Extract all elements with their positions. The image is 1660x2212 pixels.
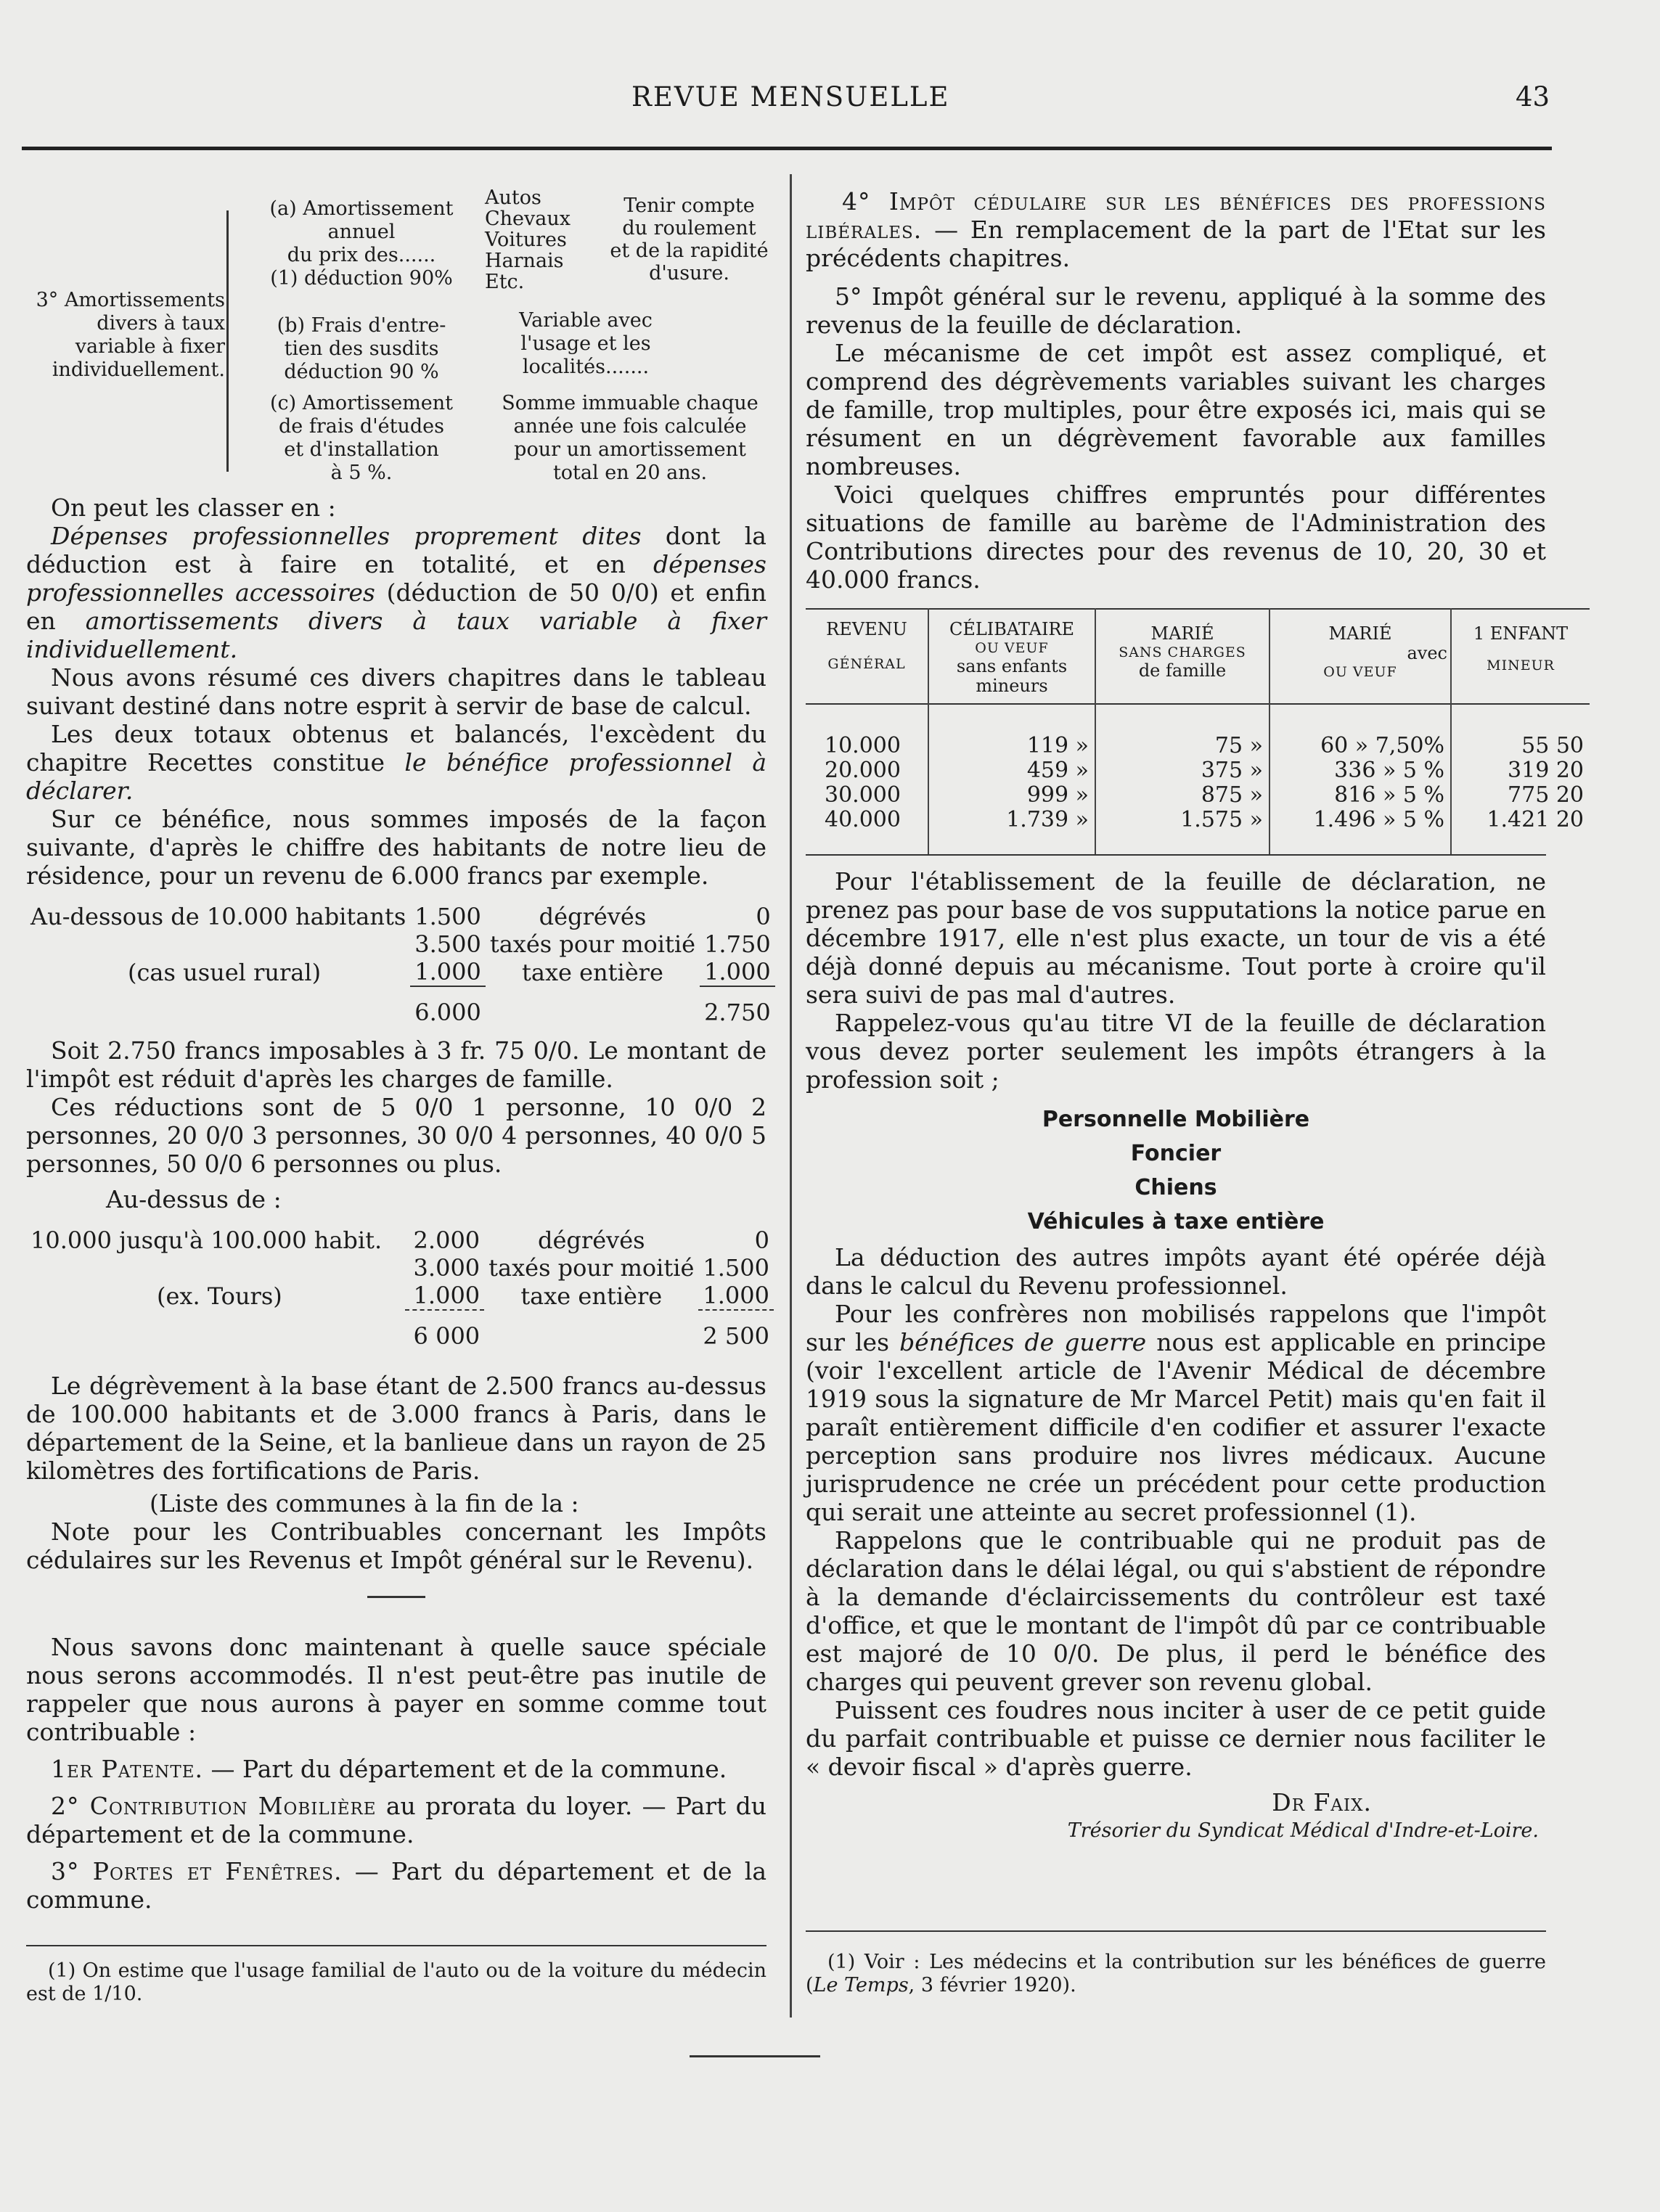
amort-a-note: Tenir compte du roulement et de la rapidité d'usure.: [610, 194, 769, 284]
col-header-marie: MARIÉ SANS CHARGES de famille: [1095, 609, 1269, 704]
amort-title: 3° Amortissements divers à taux variable à fixer individuellement.: [36, 289, 225, 381]
column-separator: [790, 174, 792, 2018]
tax-list-item: Personnelle Mobilière: [1042, 1107, 1310, 1132]
paragraph: Puissent ces foudres nous inciter à user de ce petit guide du parfait contribuable et puisse ce dernier nous faciliter le « devoir fiscal » d'après guerre.: [806, 1696, 1546, 1781]
amort-c-note: Somme immuable chaque année une fois calculée pour un amortissement total en 20 ans.: [502, 392, 759, 484]
paragraph: Rappelons que le contribuable qui ne produit pas de déclaration dans le délai légal, ou qui s'abstient de répondre à la demande d'éclaircissements du contrôleur est taxé d'office, et que le montant de l'impôt dû par ce contribuable est majoré de 10 0/0. De plus, il perd le bénéfice des charges qui peuvent grever son revenu global.: [806, 1526, 1546, 1696]
calc-total-row: 6.000 2.750: [26, 986, 775, 1026]
footnote-rule-left: [26, 1945, 766, 1946]
footnote-rule-right: [806, 1930, 1546, 1932]
list-item: 1er Patente. — Part du département et de la commune.: [51, 1755, 727, 1783]
section-divider: [367, 1596, 425, 1598]
amort-b-note: Variable avec l'usage et les localités.......: [519, 309, 653, 378]
table-row: 30.000 999 » 875 » 816 » 5 % 775 20: [806, 783, 1590, 808]
header-rule: [22, 147, 1552, 150]
list-item: 2° Contribution Mobilière au prorata du loyer. — Part du département et de la commune.: [26, 1792, 766, 1848]
paragraph: Voici quelques chiffres empruntés pour différentes situations de famille au barème de l'Administration des Contributions directes pour des revenus de 10, 20, 30 et 40.000 francs.: [806, 480, 1546, 594]
list-item: 3° Portes et Fenêtres. — Part du département et de la commune.: [26, 1857, 767, 1914]
calc-row: 3.500 taxés pour moitié 1.750: [414, 930, 771, 958]
tax-list-item: Chiens: [1134, 1175, 1217, 1200]
amort-a-label: (a) Amortissement annuel du prix des...... (1) déduction 90%: [269, 197, 454, 290]
table-spacer: [806, 704, 1590, 734]
running-title: REVUE MENSUELLE: [631, 81, 950, 112]
paragraph: Le dégrèvement à la base étant de 2.500 francs au-dessus de 100.000 habitants et de 3.000 francs à Paris, dans le département de la Seine, et la banlieue dans un rayon de 25 kilomètres des fortifications de Paris.: [26, 1372, 766, 1485]
paragraph: Les deux totaux obtenus et balancés, l'excèdent du chapitre Recettes constitue le bénéfice professionnel à déclarer.: [26, 720, 766, 805]
footnote-left: (1) On estime que l'usage familial de l'auto ou de la voiture du médecin est de 1/10.: [26, 1959, 766, 2005]
calc-table-rural: [26, 903, 775, 1026]
paragraph: Nous avons résumé ces divers chapitres dans le tableau suivant destiné dans notre esprit à servir de base de calcul.: [26, 663, 766, 720]
paragraph: 5° Impôt général sur le revenu, appliqué à la somme des revenus de la feuille de déclaration.: [806, 282, 1546, 339]
paragraph: Le mécanisme de cet impôt est assez compliqué, et comprend des dégrèvements variables suivant les charges de famille, trop multiples, pour être exposés ici, mais qui se résument en un dégrèvement favorable aux familles nombreuses.: [806, 339, 1546, 480]
calc-row: 3.000 taxés pour moitié 1.500: [413, 1254, 769, 1282]
calc-row: 10.000 jusqu'à 100.000 habit. 2.000 dégrévés 0: [30, 1226, 769, 1254]
paragraph: On peut les classer en :: [51, 493, 336, 522]
left-column: [26, 493, 771, 1914]
tax-list-item: Foncier: [1130, 1141, 1222, 1166]
bottom-rule: [690, 2055, 820, 2057]
paragraph: Sur ce bénéfice, nous sommes imposés de la façon suivante, d'après le chiffre des habitants de notre lieu de résidence, pour un revenu de 6.000 francs par exemple.: [26, 805, 766, 890]
signature-title: Trésorier du Syndicat Médical d'Indre-et-Loire.: [1067, 1819, 1539, 1842]
paragraph: (Liste des communes à la fin de la :: [150, 1489, 579, 1517]
amort-c-label: (c) Amortissement de frais d'études et d'installation à 5 %.: [269, 392, 454, 484]
paragraph: Rappelez-vous qu'au titre VI de la feuille de déclaration vous devez porter seulement les impôts étrangers à la profession soit ;: [806, 1009, 1546, 1094]
amort-a-items: Autos Chevaux Voitures Harnais Etc.: [485, 187, 571, 293]
paragraph: Nous savons donc maintenant à quelle sauce spéciale nous serons accommodés. Il n'est peut-être pas inutile de rappeler que nous aurons à payer en somme comme tout contribuable :: [26, 1633, 766, 1746]
tax-list-item: Véhicules à taxe entière: [1027, 1209, 1325, 1234]
paragraph: Pour l'établissement de la feuille de déclaration, ne prenez pas pour base de vos supputations la notice parue en décembre 1917, elle n'est plus exacte, un tour de vis a été déjà donné depuis au mécanisme. Tout porte à croire qu'il sera suivi de pas mal d'autres.: [806, 867, 1546, 1009]
calc-table-tours: [26, 1226, 774, 1350]
calc-row: Au-dessous de 10.000 habitants 1.500 dégrévés 0: [30, 903, 771, 930]
amort-b-label: (b) Frais d'entre- tien des susdits déduction 90 %: [277, 314, 446, 383]
paragraph: Ces réductions sont de 5 0/0 1 personne, 10 0/0 2 personnes, 20 0/0 3 personnes, 30 0/0 4 personnes, 40 0/0 5 personnes, 50 0/0 6 personnes ou plus.: [26, 1093, 766, 1178]
paragraph: La déduction des autres impôts ayant été opérée déjà dans le calcul du Revenu professionnel.: [806, 1243, 1546, 1300]
signature: Dr Faix.: [1272, 1788, 1372, 1816]
table-row: 40.000 1.739 » 1.575 » 1.496 » 5 % 1.421 20: [806, 808, 1590, 854]
tax-table-header: [806, 609, 1590, 704]
paragraph: Dépenses professionnelles proprement dites dont la déduction est à faire en totalité, et en dépenses professionnelles accessoires (déduction de 50 0/0) et enfin en amortissements divers à taux variable à fixer individuellement.: [26, 522, 766, 663]
tax-list: [806, 1102, 1546, 1239]
paragraph: Soit 2.750 francs imposables à 3 fr. 75 0/0. Le montant de l'impôt est réduit d'après les charges de famille.: [26, 1036, 766, 1093]
page-number: 43: [1516, 81, 1550, 112]
footnote-right: (1) Voir : Les médecins et la contribution sur les bénéfices de guerre (Le Temps, 3 février 1920).: [806, 1951, 1546, 1996]
tax-table: [806, 608, 1590, 854]
calc-row: (cas usuel rural) 1.000 taxe entière 1.000: [128, 958, 771, 986]
calc-row: (ex. Tours) 1.000 taxe entière 1.000: [157, 1282, 769, 1310]
paragraph: Note pour les Contribuables concernant les Impôts cédulaires sur les Revenus et Impôt général sur le Revenu).: [26, 1517, 766, 1574]
table-row: 20.000 459 » 375 » 336 » 5 % 319 20: [806, 758, 1590, 783]
paragraph: Au-dessus de :: [106, 1185, 282, 1213]
table-bottom-rule: [806, 854, 1546, 856]
col-header-revenu: REVENU GÉNÉRAL: [826, 619, 907, 672]
calc-total-row: 6 000 2 500: [26, 1310, 774, 1350]
table-row: 10.000 119 » 75 » 60 » 7,50% 55 50: [806, 734, 1590, 758]
paragraph: 4° Impôt cédulaire sur les bénéfices des professions libérales. — En remplacement de la part de l'Etat sur les précédents chapitres.: [806, 187, 1546, 272]
main-brace: [226, 210, 239, 472]
col-header-celibataire: CÉLIBATAIRE OU VEUF sans enfants mineurs: [928, 609, 1095, 704]
col-header-marie-avec: MARIÉ avec OU VEUF: [1269, 609, 1451, 704]
right-column: [806, 187, 1584, 1843]
col-header-enfant: 1 ENFANT MINEUR: [1451, 609, 1590, 704]
paragraph: Pour les confrères non mobilisés rappelons que l'impôt sur les bénéfices de guerre nous est applicable en principe (voir l'excellent article de l'Avenir Médical de décembre 1919 sous la signature de Mr Marcel Petit) mais qu'en fait il paraît entièrement difficile d'en codifier et assurer l'exacte perception sans produire nos livres médicaux. Aucune jurisprudence ne crée un précédent pour cette production qui serait une atteinte au secret professionnel (1).: [806, 1300, 1546, 1526]
